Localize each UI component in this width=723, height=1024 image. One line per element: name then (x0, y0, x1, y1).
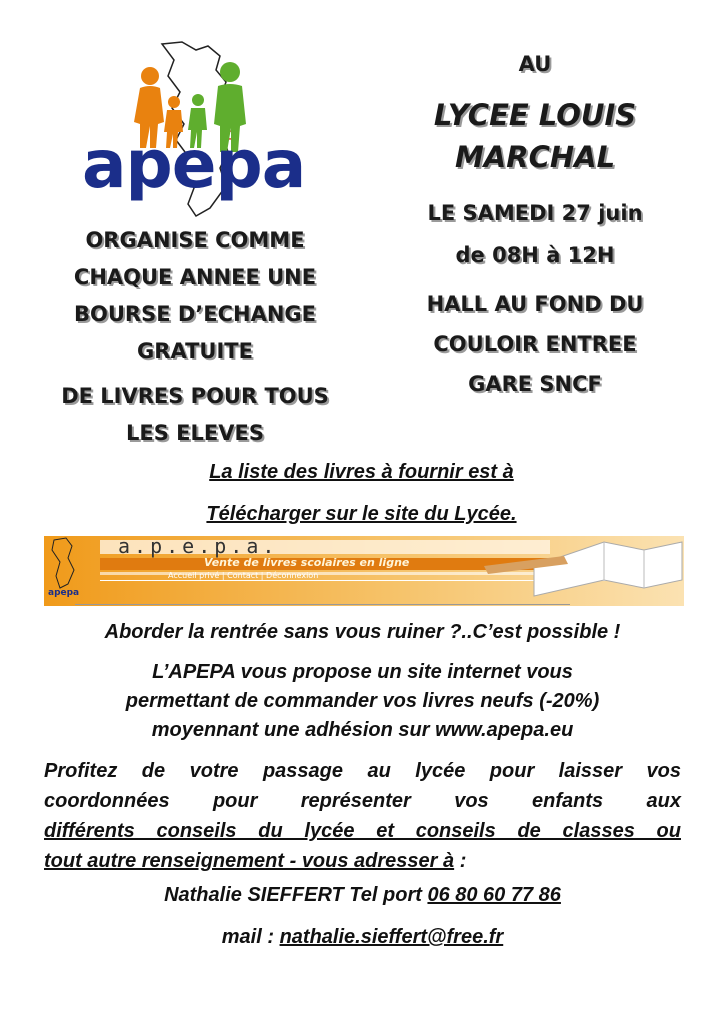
description-line: GRATUITE (137, 339, 253, 363)
offer-line: permettant de commander vos livres neufs (-20%) (125, 690, 600, 712)
email-line (44, 926, 681, 949)
place-line: GARE SNCF (468, 372, 602, 396)
download-note-line-1: La liste des livres à fournir est à (209, 461, 514, 483)
description-line: LES ELEVES (126, 421, 264, 445)
offer-line: moyennant une adhésion sur www.apepa.eu (151, 719, 574, 741)
intro-line: Aborder la rentrée sans vous ruiner ?..C’est possible ! (104, 621, 621, 643)
banner-title: a.p.e.p.a. (118, 536, 279, 558)
place-line: COULOIR ENTREE (433, 332, 637, 356)
participation-paragraph (44, 756, 681, 876)
apepa-logo (70, 40, 310, 220)
participation-line: tout autre renseignement - vous adresser à (44, 850, 455, 872)
banner-small-logo: apepa (48, 588, 80, 598)
participation-line: Profitez de votre passage au lycée pour laisser vos (44, 760, 681, 782)
website-banner (44, 536, 684, 606)
banner-menu[interactable]: Accueil privé | Contact | Déconnexion (168, 571, 319, 580)
offer-line: L’APEPA vous propose un site internet vous (152, 661, 573, 683)
participation-line: différents conseils du lycée et conseils de classes ou (44, 820, 681, 842)
contact-line (44, 884, 681, 907)
description-line: CHAQUE ANNEE UNE (73, 265, 317, 289)
participation-line-last (44, 846, 681, 876)
offer-paragraph (44, 658, 681, 745)
event-location (385, 48, 685, 404)
time-line: de 08H à 12H (455, 243, 615, 267)
event-date (385, 192, 685, 276)
description-line: DE LIVRES POUR TOUS (61, 384, 329, 408)
banner-subtitle: Vente de livres scolaires en ligne (204, 556, 410, 569)
logo-text: apepa (82, 126, 306, 203)
email-label: mail : (221, 926, 280, 948)
phone-number[interactable]: 06 80 60 77 86 (427, 884, 561, 906)
download-note-line-2: Télécharger sur le site du Lycée. (206, 503, 517, 525)
contact-name: Nathalie SIEFFERT Tel port (164, 884, 428, 906)
au-label: AU (518, 52, 552, 76)
school-name (385, 94, 685, 178)
school-name-line: MARCHAL (454, 140, 616, 174)
description-line: ORGANISE COMME (85, 228, 305, 252)
participation-colon: : (454, 850, 467, 872)
event-place (385, 284, 685, 404)
participation-line: coordonnées pour représenter vos enfants aux (44, 790, 681, 812)
school-name-line: LYCEE LOUIS (433, 98, 637, 132)
event-description (30, 222, 360, 452)
date-line: LE SAMEDI 27 juin (427, 201, 643, 225)
divider (75, 604, 570, 605)
description-line: BOURSE D’ECHANGE (73, 302, 316, 326)
place-line: HALL AU FOND DU (426, 292, 644, 316)
email-link[interactable]: nathalie.sieffert@free.fr (279, 926, 504, 948)
